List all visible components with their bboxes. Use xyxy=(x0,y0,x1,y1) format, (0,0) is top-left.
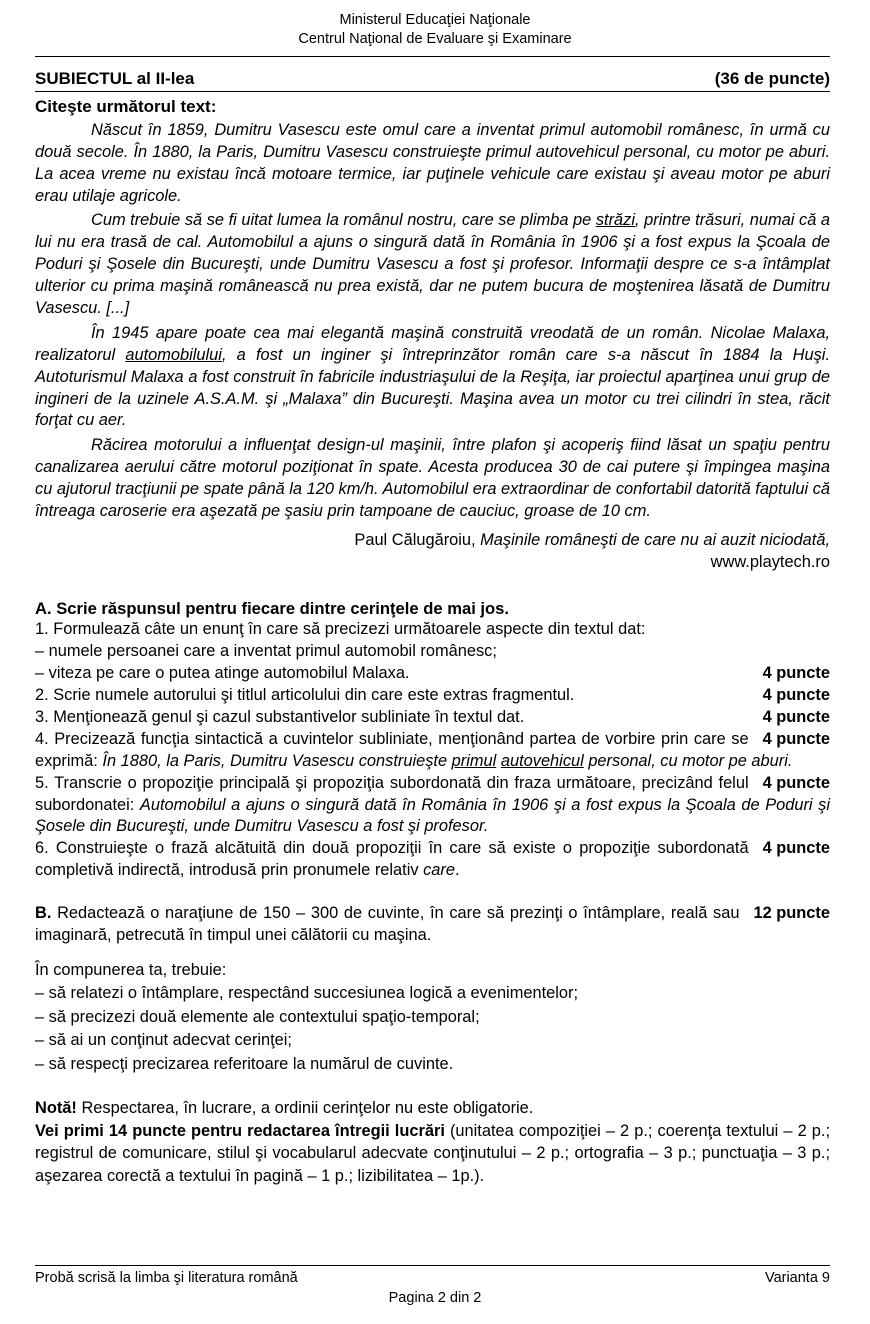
question-3-text: 3. Menţionează genul şi cazul substantivelor subliniate în textul dat. xyxy=(35,708,525,727)
question-4-quote-b: personal, cu motor pe aburi. xyxy=(583,751,793,770)
source-paragraph-2 xyxy=(35,210,830,319)
source-p3-part-b: , a fost un inginer şi întreprinzător român care s-a născut în 1884 la Huşi. Autoturismul Malaxa a fost construit în fabricile industriaşului de la Reşiţa, iar proiectul aparţinea unui grup de ingineri de la uzinele A.S.A.M. şi „Malaxa” din Bucureşti. Maşina avea un motor cu trei cilindri în stea, răcit forţat cu aer. xyxy=(35,345,830,430)
note-bold-part: Vei primi 14 puncte pentru redactarea întregii lucrări xyxy=(35,1121,445,1140)
question-6-text: 6. Construieşte o frază alcătuită din două propoziţii în care să existe o propoziţie subordonată completivă indirectă, introdusă prin pronumele relativ xyxy=(35,839,749,880)
attribution-work-title: Maşinile româneşti de care nu ai auzit niciodată, xyxy=(480,530,830,549)
question-5-quote: Automobilul a ajuns o singură dată în România în 1906 şi a fost expus la Şcoala de Poduri şi Şosele din Bucureşti, unde Dumitru Vasescu a fost şi profesor. xyxy=(35,795,830,836)
read-instruction: Citeşte următorul text: xyxy=(35,96,217,116)
header-divider-rule xyxy=(35,56,830,57)
section-a-heading: A. Scrie răspunsul pentru fiecare dintre cerinţele de mai jos. xyxy=(35,598,509,618)
subject-points: (36 de puncte) xyxy=(714,69,830,89)
question-2-text: 2. Scrie numele autorului şi titlul articolului din care este extras fragmentul. xyxy=(35,686,575,705)
question-4-row xyxy=(35,729,830,773)
section-b-bullet-2: – să precizezi două elemente ale contextului spaţio-temporal; xyxy=(35,1007,480,1026)
section-b-bullet-4: – să respecţi precizarea referitoare la numărul de cuvinte. xyxy=(35,1054,454,1073)
source-paragraph-4: Răcirea motorului a influenţat design-ul maşinii, între plafon şi acoperiş fiind lăsat un spaţiu pentru canalizarea aerului către motorul poziţionat în spate. Acesta producea 30 de cai putere şi împingea maşina cu ajutorul tracţiunii pe spate până la 120 km/h. Automobilul era extraordinar de confortabil datorită faptului că întreaga caroserie era aşezată pe şasiu prin tampoane de cauciuc, groase de 10 cm. xyxy=(35,436,830,521)
section-b-text: Redactează o naraţiune de 150 – 300 de cuvinte, în care să prezinţi o întâmplare, reală sau imaginară, petrecută în timpul unei călătorii cu maşina. xyxy=(35,904,740,945)
question-2-row xyxy=(35,685,830,707)
footer-page-number: Pagina 2 din 2 xyxy=(388,1290,482,1306)
footer-top-row xyxy=(0,1266,870,1286)
question-5-text: 5. Transcrie o propoziţie principală şi propoziţia subordonată din fraza următoare, precizând felul subordonatei: xyxy=(35,773,749,814)
question-4-quote-a: În 1880, la Paris, Dumitru Vasescu construieşte xyxy=(102,751,452,770)
question-1-bullet-2: – viteza pe care o putea atinge automobilul Malaxa. xyxy=(35,664,410,683)
question-6-text-end: . xyxy=(455,861,460,880)
section-b-row xyxy=(35,903,830,947)
question-1-bullet-2-row xyxy=(35,663,830,685)
ministry-name: Ministerul Educaţiei Naţionale xyxy=(339,12,531,28)
source-p2-part-b: , printre trăsuri, numai că a lui nu era trasă de cal. Automobilul a ajuns o singură dată în România în 1906 şi a fost expus la Şcoala de Poduri şi Şosele din Bucureşti, unde Dumitru Vasescu a fost şi profesor. Informaţii despre ce s-a întâmplat ulterior cu prima maşină românească nu prea există, dar ne putem bucura de moştenirea lăsată de Dumitru Vasescu. [...] xyxy=(35,211,830,318)
section-b-intro: În compunerea ta, trebuie: xyxy=(35,960,227,979)
source-p2-part-a: Cum trebuie să se fi uitat lumea la românul nostru, care se plimba pe xyxy=(91,211,596,230)
question-3-row xyxy=(35,707,830,729)
source-p3-part-a: În 1945 apare poate cea mai elegantă maşină construită vreodată de un român. Nicolae Malaxa, realizatorul xyxy=(35,323,830,364)
underlined-word-strazi: străzi xyxy=(595,211,635,230)
underlined-word-autovehicul: autovehicul xyxy=(500,751,584,770)
subject-title: SUBIECTUL al II-lea xyxy=(35,69,195,89)
question-5-row xyxy=(35,773,830,839)
question-6-points: 4 puncte xyxy=(762,839,830,858)
attribution-website: www.playtech.ro xyxy=(710,552,830,571)
evaluation-center-name: Centrul Naţional de Evaluare şi Examinare xyxy=(298,31,572,48)
question-3-points: 4 puncte xyxy=(762,708,830,727)
underlined-word-automobilului: automobilului xyxy=(125,345,222,364)
section-b-label: B. xyxy=(35,904,52,923)
question-1-text: 1. Formulează câte un enunţ în care să precizezi următoarele aspecte din textul dat: xyxy=(35,620,646,639)
question-6-row xyxy=(35,838,830,882)
question-4-text: 4. Precizează funcţia sintactică a cuvintelor subliniate, menţionând partea de vorbire prin care se exprimă: xyxy=(35,729,749,770)
section-b-points: 12 puncte xyxy=(753,904,830,923)
question-4-points: 4 puncte xyxy=(762,729,830,748)
page-content xyxy=(0,69,870,1187)
note-label: Notă! xyxy=(35,1099,77,1118)
section-b-bullet-3: – să ai un conţinut adecvat cerinţei; xyxy=(35,1031,292,1050)
question-1-bullet-1: – numele persoanei care a inventat primul automobil românesc; xyxy=(35,642,497,661)
question-2-points: 4 puncte xyxy=(762,686,830,705)
source-paragraph-3 xyxy=(35,323,830,432)
subject-title-row xyxy=(35,69,830,91)
underlined-word-primul: primul xyxy=(451,751,497,770)
footer-exam-label: Probă scrisă la limba şi literatura română xyxy=(35,1270,298,1286)
footer-variant: Varianta 9 xyxy=(764,1270,830,1286)
note-scoring-line xyxy=(35,1120,830,1187)
document-footer xyxy=(0,1265,870,1306)
document-header xyxy=(0,0,870,49)
question-5-points: 4 puncte xyxy=(762,773,830,792)
note-text: Respectarea, în lucrare, a ordinii cerinţelor nu este obligatorie. xyxy=(76,1099,534,1118)
attribution-author: Paul Călugăroiu, xyxy=(354,530,481,549)
question-6-quote-care: care xyxy=(423,861,455,880)
question-1-points: 4 puncte xyxy=(762,664,830,683)
note-rest: (unitatea compoziţiei – 2 p.; coerenţa textului – 2 p.; registrul de comunicare, stilul şi vocabularul adecvate conţinutului – 2 p.; ortografia – 3 p.; punctuaţia – 3 p.; aşezarea corectă a textului în pagină – 1 p.; lizibilitatea – 1p.). xyxy=(35,1121,830,1185)
section-b-bullet-1: – să relatezi o întâmplare, respectând succesiunea logică a evenimentelor; xyxy=(35,983,579,1002)
note-line xyxy=(35,1097,830,1119)
source-paragraph-1: Născut în 1859, Dumitru Vasescu este omul care a inventat primul automobil românesc, în urmă cu două secole. În 1880, la Paris, Dumitru Vasescu construieşte primul autovehicul personal, cu motor pe aburi. La acea vreme nu existau încă motoare termice, iar puţinele vehicule care existau şi aveau motor pe aburi erau utilaje agricole. xyxy=(35,120,830,205)
attribution-block xyxy=(35,530,830,574)
